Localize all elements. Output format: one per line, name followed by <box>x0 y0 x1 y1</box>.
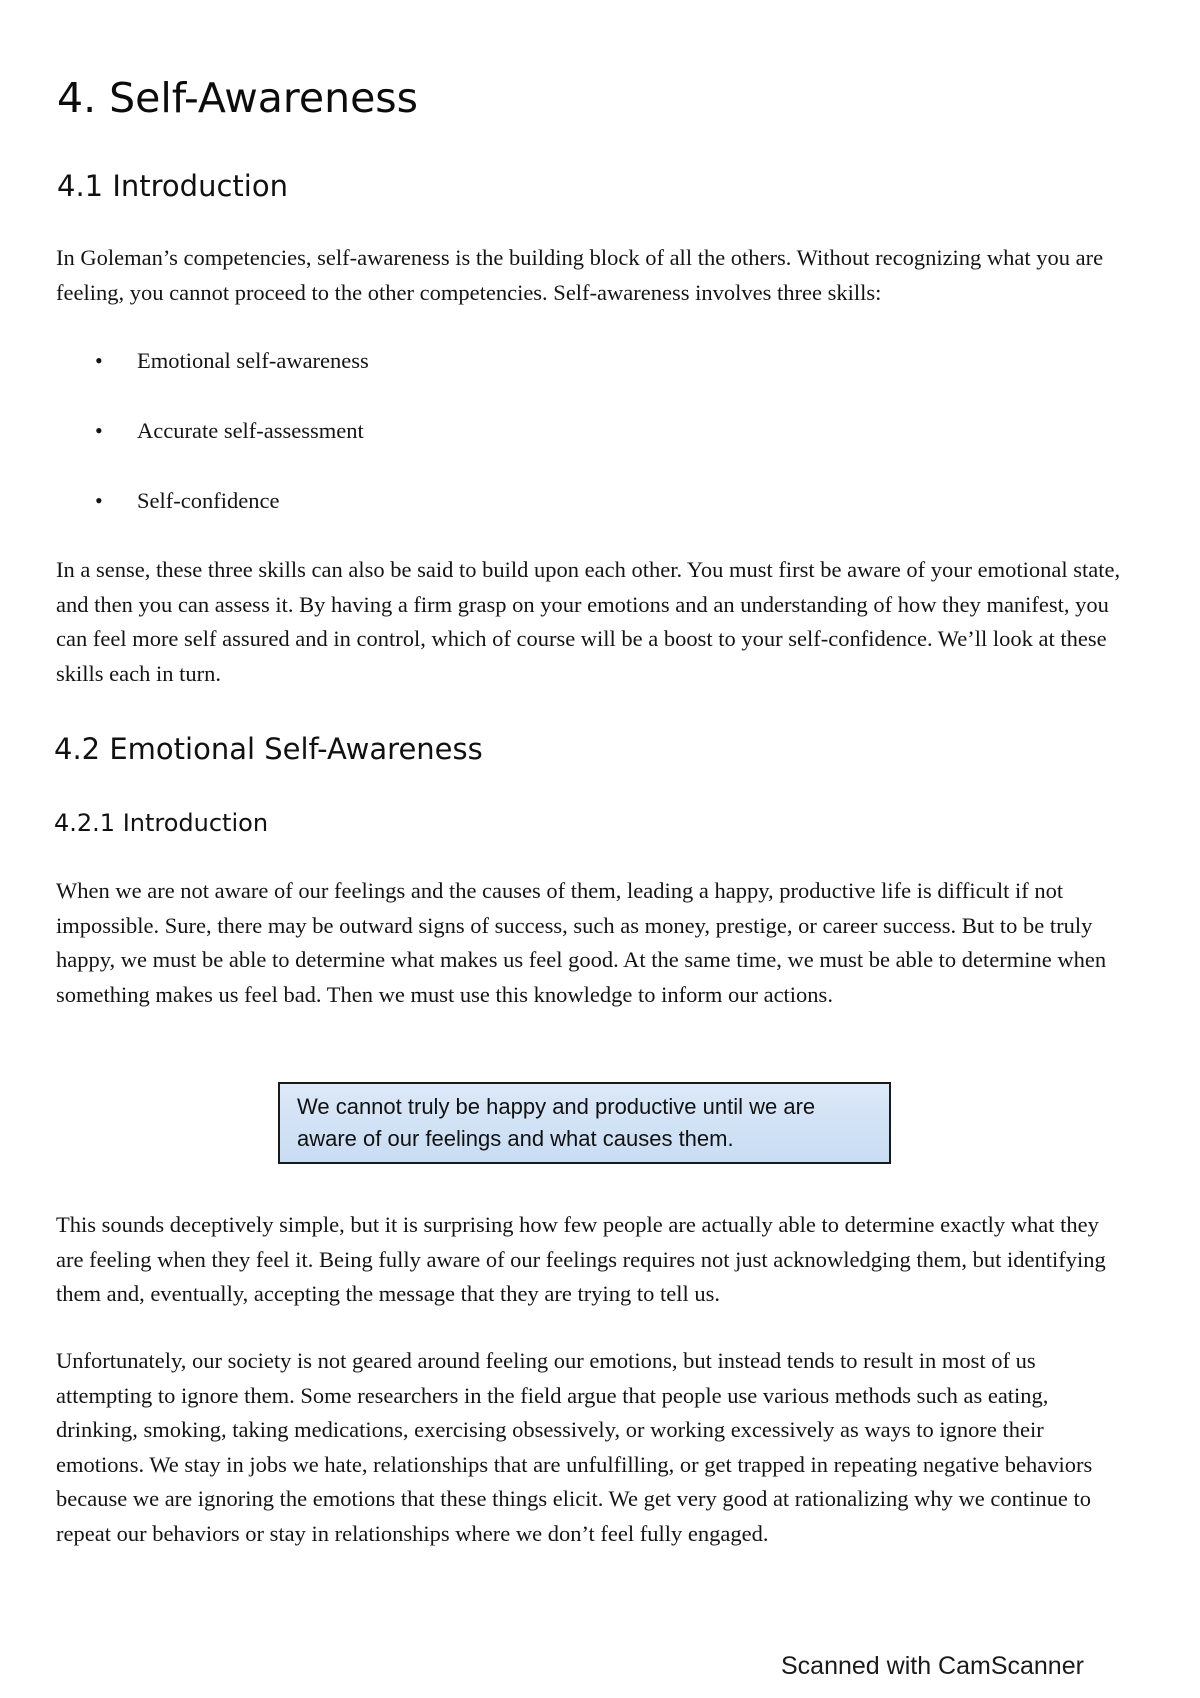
bullet-icon: • <box>95 488 103 513</box>
list-item-label: Self-confidence <box>137 488 280 513</box>
chapter-title: 4. Self-Awareness <box>57 74 419 122</box>
list-item-label: Emotional self-awareness <box>137 348 369 373</box>
intro-paragraph-1: In Goleman’s competencies, self-awareness is the building block of all the others. Without recognizing what you are feeling, you cannot proceed to the other competencies. Self-awareness involves three skills: <box>56 245 1104 305</box>
emotional-paragraph-3: Unfortunately, our society is not geared around feeling our emotions, but instead tends to result in most of us attempting to ignore them. Some researchers in the field argue that people use various methods such as eating, drinking, smoking, taking medications, exercising obsessively, or working excessively as ways to ignore their emotions. We stay in jobs we hate, relationships that are unfulfilling, or get trapped in repeating negative behaviors because we are ignoring the emotions that these things elicit. We get very good at rationalizing why we continue to repeat our behaviors or stay in relationships where we don’t feel fully engaged. <box>56 1348 1093 1546</box>
bullet-icon: • <box>95 348 103 373</box>
bullet-icon: • <box>95 418 103 443</box>
section-heading-emotional-self-awareness: 4.2 Emotional Self-Awareness <box>54 732 483 766</box>
emotional-paragraph-2: This sounds deceptively simple, but it is surprising how few people are actually able to determine exactly what they are feeling when they feel it. Being fully aware of our feelings requires not just acknowledging them, but identifying them and, eventually, accepting the message that they are trying to tell us. <box>56 1212 1106 1306</box>
emotional-paragraph-1: When we are not aware of our feelings and the causes of them, leading a happy, productive life is difficult if not impossible. Sure, there may be outward signs of success, such as money, prestige, or career success. But to be truly happy, we must be able to determine what makes us feel good. At the same time, we must be able to determine when something makes us feel bad. Then we must use this knowledge to inform our actions. <box>56 878 1107 1007</box>
intro-paragraph-2: In a sense, these three skills can also be said to build upon each other. You must first be aware of your emotional state, and then you can assess it. By having a firm grasp on your emotions and an understanding of how they manifest, you can feel more self assured and in control, which of course will be a boost to your self-confidence. We’ll look at these skills each in turn. <box>56 557 1121 686</box>
scanner-watermark: Scanned with CamScanner <box>781 1652 1084 1680</box>
callout-box: We cannot truly be happy and productive until we are aware of our feelings and what causes them. <box>278 1082 891 1164</box>
subsection-heading-introduction: 4.2.1 Introduction <box>54 809 269 837</box>
list-item-label: Accurate self-assessment <box>137 418 364 443</box>
section-heading-introduction: 4.1 Introduction <box>57 169 288 203</box>
